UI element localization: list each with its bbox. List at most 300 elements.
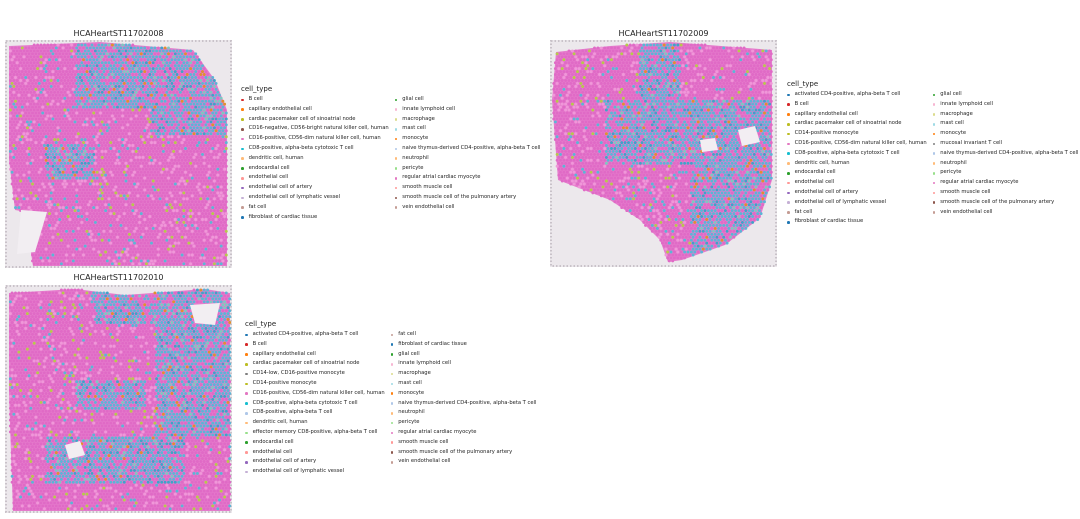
spot bbox=[133, 254, 136, 257]
spot bbox=[87, 67, 90, 70]
spot bbox=[140, 64, 143, 67]
spot bbox=[99, 171, 102, 174]
spot bbox=[12, 67, 15, 70]
spot bbox=[150, 153, 153, 156]
spot bbox=[68, 76, 71, 79]
spot bbox=[135, 49, 138, 52]
spot bbox=[109, 230, 112, 233]
spot bbox=[203, 233, 206, 236]
spot bbox=[169, 203, 172, 206]
spot bbox=[167, 171, 170, 174]
spot bbox=[118, 132, 121, 135]
spot bbox=[223, 132, 226, 135]
spot bbox=[58, 123, 61, 126]
spot bbox=[221, 248, 224, 251]
spot bbox=[48, 141, 51, 144]
spot bbox=[41, 135, 44, 138]
spot bbox=[87, 103, 90, 106]
spot bbox=[29, 144, 32, 147]
spot bbox=[106, 242, 109, 245]
spot bbox=[85, 206, 88, 209]
spot bbox=[204, 88, 207, 91]
spot bbox=[28, 129, 31, 132]
spot bbox=[140, 218, 143, 221]
spot bbox=[50, 114, 53, 117]
spot bbox=[77, 97, 80, 100]
spot bbox=[80, 67, 83, 70]
spot bbox=[84, 262, 87, 265]
spot bbox=[36, 114, 39, 117]
legend-item bbox=[395, 164, 541, 174]
spot bbox=[155, 191, 158, 194]
spot bbox=[189, 215, 192, 218]
spot bbox=[136, 70, 139, 73]
spot bbox=[101, 73, 104, 76]
spot bbox=[121, 162, 124, 165]
spot bbox=[164, 206, 167, 209]
spot bbox=[99, 117, 102, 120]
spot bbox=[165, 233, 168, 236]
spot bbox=[208, 248, 211, 251]
spot bbox=[204, 112, 207, 115]
spot bbox=[136, 76, 139, 79]
spot bbox=[177, 165, 180, 168]
spot bbox=[109, 200, 112, 203]
spot bbox=[179, 180, 182, 183]
spot bbox=[140, 88, 143, 91]
spot bbox=[104, 49, 107, 52]
spot bbox=[133, 129, 136, 132]
spot bbox=[157, 58, 160, 61]
spot bbox=[744, 55, 747, 58]
spot bbox=[211, 76, 214, 79]
spot bbox=[147, 147, 150, 150]
spot bbox=[60, 197, 63, 200]
legend-title: cell_type bbox=[241, 85, 273, 93]
spot bbox=[142, 138, 145, 141]
spot bbox=[165, 103, 168, 106]
spot bbox=[51, 212, 54, 215]
spot bbox=[46, 262, 49, 265]
spot bbox=[94, 203, 97, 206]
spot bbox=[213, 215, 216, 218]
spot bbox=[101, 85, 104, 88]
spot bbox=[125, 209, 128, 212]
spot bbox=[14, 171, 17, 174]
spot bbox=[50, 67, 53, 70]
spot bbox=[135, 138, 138, 141]
spot bbox=[196, 79, 199, 82]
spot bbox=[182, 256, 185, 259]
spot bbox=[133, 117, 136, 120]
spot bbox=[33, 61, 36, 64]
spot bbox=[184, 248, 187, 251]
spot bbox=[191, 254, 194, 257]
spot bbox=[203, 215, 206, 218]
spot bbox=[14, 177, 17, 180]
spot bbox=[67, 103, 70, 106]
spot bbox=[89, 183, 92, 186]
spot bbox=[108, 120, 111, 123]
spot bbox=[605, 55, 608, 58]
spot bbox=[45, 206, 48, 209]
spot bbox=[46, 227, 49, 230]
spot bbox=[55, 230, 58, 233]
spot bbox=[58, 183, 61, 186]
spot bbox=[113, 64, 116, 67]
spot bbox=[174, 194, 177, 197]
spot bbox=[179, 132, 182, 135]
spot bbox=[65, 200, 68, 203]
spot bbox=[57, 185, 60, 188]
spot bbox=[48, 248, 51, 251]
spot bbox=[72, 159, 75, 162]
spot bbox=[57, 227, 60, 230]
spot bbox=[125, 103, 128, 106]
spot bbox=[63, 221, 66, 224]
spot bbox=[613, 64, 616, 67]
spot bbox=[176, 233, 179, 236]
spot bbox=[113, 117, 116, 120]
spot bbox=[208, 212, 211, 215]
spot bbox=[223, 191, 226, 194]
spot bbox=[164, 141, 167, 144]
spot bbox=[176, 215, 179, 218]
spot bbox=[670, 61, 673, 64]
spot bbox=[198, 200, 201, 203]
spot bbox=[62, 70, 65, 73]
spot bbox=[62, 188, 65, 191]
spot bbox=[63, 251, 66, 254]
spot bbox=[48, 242, 51, 245]
spot bbox=[216, 215, 219, 218]
spot bbox=[67, 120, 70, 123]
spot bbox=[96, 218, 99, 221]
spot bbox=[119, 88, 122, 91]
spot bbox=[566, 52, 569, 55]
spot bbox=[176, 156, 179, 159]
spot bbox=[169, 262, 172, 265]
spot bbox=[43, 239, 46, 242]
spot bbox=[610, 46, 613, 49]
spot bbox=[603, 64, 606, 67]
spot bbox=[177, 58, 180, 61]
spot bbox=[182, 174, 185, 177]
spot bbox=[51, 259, 54, 262]
spot bbox=[133, 236, 136, 239]
spot bbox=[147, 259, 150, 262]
spot bbox=[651, 64, 654, 67]
spot bbox=[102, 141, 105, 144]
spot bbox=[208, 200, 211, 203]
spot bbox=[213, 85, 216, 88]
spot bbox=[187, 194, 190, 197]
spot bbox=[109, 129, 112, 132]
spot bbox=[12, 126, 15, 129]
spot bbox=[199, 162, 202, 165]
spot bbox=[53, 67, 56, 70]
spot bbox=[624, 52, 627, 55]
spot bbox=[72, 259, 75, 262]
spot bbox=[206, 197, 209, 200]
spot bbox=[40, 191, 43, 194]
spot bbox=[60, 262, 63, 265]
spot bbox=[121, 55, 124, 58]
spot bbox=[152, 109, 155, 112]
spot bbox=[101, 156, 104, 159]
spot bbox=[758, 61, 761, 64]
spot bbox=[123, 248, 126, 251]
spot bbox=[186, 97, 189, 100]
spot bbox=[223, 227, 226, 230]
spot bbox=[170, 58, 173, 61]
spot bbox=[14, 94, 17, 97]
spot bbox=[40, 138, 43, 141]
spot bbox=[36, 79, 39, 82]
spot bbox=[155, 168, 158, 171]
spot bbox=[50, 85, 53, 88]
spot bbox=[641, 46, 644, 49]
spot bbox=[162, 144, 165, 147]
spot bbox=[184, 242, 187, 245]
spot bbox=[94, 168, 97, 171]
spot bbox=[45, 106, 48, 109]
spot bbox=[121, 150, 124, 153]
spot bbox=[50, 174, 53, 177]
spot bbox=[9, 67, 12, 70]
spot bbox=[9, 120, 12, 123]
spot bbox=[186, 180, 189, 183]
spot bbox=[34, 64, 37, 67]
spot bbox=[51, 112, 54, 115]
spot bbox=[172, 103, 175, 106]
spot bbox=[111, 215, 114, 218]
spot bbox=[155, 262, 158, 265]
spot bbox=[72, 224, 75, 227]
spot bbox=[193, 233, 196, 236]
spot bbox=[201, 177, 204, 180]
spot bbox=[194, 165, 197, 168]
spot bbox=[77, 138, 80, 141]
spot bbox=[65, 88, 68, 91]
spot bbox=[75, 141, 78, 144]
spot bbox=[142, 85, 145, 88]
spot bbox=[162, 227, 165, 230]
spot bbox=[142, 215, 145, 218]
spot bbox=[680, 44, 683, 47]
spot bbox=[24, 200, 27, 203]
spot bbox=[40, 132, 43, 135]
legend-item bbox=[395, 183, 541, 193]
spot bbox=[125, 55, 128, 58]
spot bbox=[51, 135, 54, 138]
spot bbox=[724, 49, 727, 52]
spot bbox=[189, 239, 192, 242]
spot bbox=[191, 123, 194, 126]
spot bbox=[148, 262, 151, 265]
spot bbox=[186, 85, 189, 88]
spot bbox=[751, 55, 754, 58]
spot bbox=[191, 218, 194, 221]
spot bbox=[116, 254, 119, 257]
spot bbox=[113, 194, 116, 197]
spot bbox=[710, 61, 713, 64]
spot bbox=[9, 97, 12, 100]
spot bbox=[128, 150, 131, 153]
spot bbox=[135, 191, 138, 194]
spot bbox=[53, 245, 56, 248]
spot bbox=[19, 114, 22, 117]
spot bbox=[68, 259, 71, 262]
spot bbox=[193, 91, 196, 94]
spot bbox=[21, 94, 24, 97]
spot bbox=[194, 82, 197, 85]
spot bbox=[143, 254, 146, 257]
spot bbox=[211, 236, 214, 239]
spot bbox=[206, 251, 209, 254]
spot bbox=[34, 76, 37, 79]
spot bbox=[140, 82, 143, 85]
spot bbox=[727, 55, 730, 58]
spot bbox=[60, 174, 63, 177]
spot bbox=[114, 55, 117, 58]
spot bbox=[201, 117, 204, 120]
spot bbox=[727, 61, 730, 64]
spot bbox=[615, 49, 618, 52]
spot bbox=[53, 262, 56, 265]
spot bbox=[33, 49, 36, 52]
spot bbox=[16, 185, 19, 188]
spot bbox=[119, 259, 122, 262]
spot bbox=[38, 194, 41, 197]
spot bbox=[53, 132, 56, 135]
spot bbox=[72, 153, 75, 156]
spot bbox=[11, 70, 14, 73]
spot bbox=[63, 79, 66, 82]
spot bbox=[179, 251, 182, 254]
spot bbox=[201, 224, 204, 227]
spot bbox=[147, 100, 150, 103]
spot bbox=[177, 94, 180, 97]
spot bbox=[125, 251, 128, 254]
spot bbox=[218, 224, 221, 227]
spot bbox=[607, 52, 610, 55]
spot bbox=[36, 73, 39, 76]
spot bbox=[108, 109, 111, 112]
spot bbox=[116, 171, 119, 174]
spot bbox=[165, 49, 168, 52]
spot bbox=[142, 227, 145, 230]
spot bbox=[77, 73, 80, 76]
spot bbox=[148, 73, 151, 76]
spot bbox=[201, 141, 204, 144]
spot bbox=[147, 123, 150, 126]
spot bbox=[126, 224, 129, 227]
spot bbox=[169, 168, 172, 171]
spot bbox=[91, 262, 94, 265]
spot bbox=[145, 103, 148, 106]
spot bbox=[34, 112, 37, 115]
spot bbox=[60, 256, 63, 259]
spot bbox=[121, 144, 124, 147]
spot bbox=[99, 224, 102, 227]
spot bbox=[169, 209, 172, 212]
spot bbox=[169, 55, 172, 58]
spot bbox=[189, 138, 192, 141]
spot bbox=[45, 46, 48, 49]
spot bbox=[138, 227, 141, 230]
spot bbox=[65, 76, 68, 79]
spot bbox=[632, 49, 635, 52]
spot bbox=[14, 135, 17, 138]
spot bbox=[155, 120, 158, 123]
spot bbox=[67, 162, 70, 165]
spot bbox=[74, 73, 77, 76]
spot bbox=[165, 251, 168, 254]
spot bbox=[99, 129, 102, 132]
spot bbox=[153, 123, 156, 126]
spot bbox=[50, 227, 53, 230]
spot bbox=[55, 165, 58, 168]
spot bbox=[167, 200, 170, 203]
spot bbox=[160, 94, 163, 97]
spot bbox=[131, 227, 134, 230]
spot bbox=[46, 156, 49, 159]
spot bbox=[67, 97, 70, 100]
spot bbox=[106, 141, 109, 144]
spot bbox=[40, 85, 43, 88]
spot bbox=[204, 177, 207, 180]
spot bbox=[89, 141, 92, 144]
spot bbox=[766, 52, 769, 55]
spot bbox=[155, 245, 158, 248]
spot bbox=[102, 248, 105, 251]
spot bbox=[68, 52, 71, 55]
spot bbox=[556, 52, 559, 55]
spot bbox=[150, 64, 153, 67]
spot bbox=[155, 55, 158, 58]
spot bbox=[26, 67, 29, 70]
spot bbox=[210, 209, 213, 212]
spot bbox=[46, 79, 49, 82]
spot bbox=[17, 82, 20, 85]
spot bbox=[87, 73, 90, 76]
spot bbox=[170, 135, 173, 138]
spot bbox=[38, 200, 41, 203]
spot bbox=[709, 46, 712, 49]
spot bbox=[67, 209, 70, 212]
spot bbox=[140, 147, 143, 150]
spot bbox=[685, 52, 688, 55]
spot bbox=[220, 215, 223, 218]
spot bbox=[94, 73, 97, 76]
spot bbox=[174, 58, 177, 61]
spot bbox=[31, 46, 34, 49]
spot bbox=[126, 147, 129, 150]
spot bbox=[29, 138, 32, 141]
spot bbox=[97, 191, 100, 194]
spot bbox=[697, 61, 700, 64]
spot bbox=[165, 120, 168, 123]
spot bbox=[213, 97, 216, 100]
spot bbox=[225, 248, 228, 251]
spot bbox=[206, 245, 209, 248]
spot bbox=[43, 191, 46, 194]
spot bbox=[102, 76, 105, 79]
spot bbox=[67, 197, 70, 200]
spot bbox=[92, 183, 95, 186]
spot bbox=[148, 256, 151, 259]
